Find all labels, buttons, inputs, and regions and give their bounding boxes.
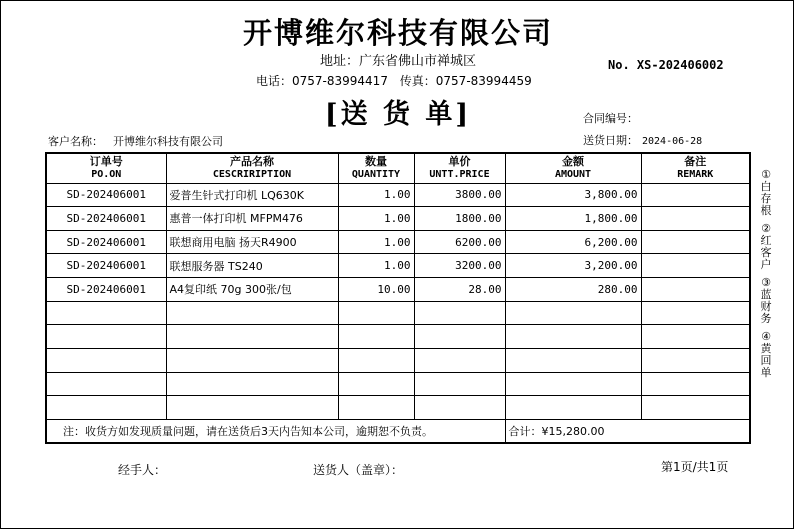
empty-cell <box>46 396 166 420</box>
total-amount: 合计：¥15,280.00 <box>505 419 750 443</box>
copy-number: ④ <box>761 330 771 343</box>
empty-cell <box>338 372 414 396</box>
copy-blue <box>757 277 775 325</box>
empty-row <box>46 301 750 325</box>
empty-cell <box>338 348 414 372</box>
empty-cell <box>641 301 750 325</box>
empty-cell <box>46 301 166 325</box>
empty-cell <box>414 301 505 325</box>
delivery-date-label: 送货日期： <box>583 134 638 147</box>
header-description-en: CESCRIRIPTION <box>212 169 292 181</box>
header-description-cn: 产品名称 <box>230 155 274 169</box>
cell-description: 联想服务器 TS240 <box>166 254 338 278</box>
items-table <box>45 152 751 444</box>
cell-amount: 3,200.00 <box>505 254 641 278</box>
handler-label: 经手人： <box>118 463 167 477</box>
cell-description: 联想商用电脑 扬天R4900 <box>166 230 338 254</box>
cell-quantity: 1.00 <box>338 254 414 278</box>
empty-cell <box>641 396 750 420</box>
cell-amount: 1,800.00 <box>505 207 641 231</box>
copy-number: ① <box>761 168 771 181</box>
document-title: [送 货 单] <box>324 99 472 130</box>
empty-cell <box>338 396 414 420</box>
cell-remark <box>641 207 750 231</box>
company-name: 开博维尔科技有限公司 <box>242 16 553 50</box>
cell-remark <box>641 183 750 207</box>
empty-cell <box>641 348 750 372</box>
header-po <box>46 153 166 183</box>
empty-cell <box>338 301 414 325</box>
empty-cell <box>505 325 641 349</box>
table-row <box>46 254 750 278</box>
empty-cell <box>641 372 750 396</box>
document-number: No. XS-202406002 <box>608 58 724 72</box>
empty-cell <box>46 348 166 372</box>
empty-cell <box>414 396 505 420</box>
empty-cell <box>166 396 338 420</box>
empty-cell <box>505 372 641 396</box>
customer-label: 客户名称： <box>48 135 103 148</box>
empty-cell <box>505 396 641 420</box>
cell-remark <box>641 278 750 302</box>
header-quantity-cn: 数量 <box>365 155 387 169</box>
empty-cell <box>46 325 166 349</box>
customer-line <box>48 133 223 149</box>
cell-quantity: 1.00 <box>338 230 414 254</box>
footer-row <box>46 419 750 443</box>
header-quantity-en: QUANTITY <box>351 169 401 181</box>
empty-row <box>46 325 750 349</box>
empty-cell <box>166 325 338 349</box>
header-amount <box>505 153 641 183</box>
empty-cell <box>414 325 505 349</box>
copy-yellow <box>757 331 775 379</box>
cell-po: SD-202406001 <box>46 230 166 254</box>
cell-unit-price: 28.00 <box>414 278 505 302</box>
note-text: 注：收货方如发现质量问题，请在送货后3天内告知本公司，逾期恕不负责。 <box>46 419 505 443</box>
cell-description: 惠普一体打印机 MFPM476 <box>166 207 338 231</box>
copy-text: 红客户 <box>760 234 772 271</box>
table-row <box>46 207 750 231</box>
empty-cell <box>166 301 338 325</box>
header-unit-price-cn: 单价 <box>448 155 471 169</box>
cell-amount: 280.00 <box>505 278 641 302</box>
contact-line <box>256 72 540 89</box>
cell-quantity: 10.00 <box>338 278 414 302</box>
delivery-date-line <box>583 132 702 148</box>
header-remark-cn: 备注 <box>684 155 707 169</box>
cell-unit-price: 3800.00 <box>414 183 505 207</box>
header-remark <box>641 153 750 183</box>
cell-remark <box>641 254 750 278</box>
empty-cell <box>338 325 414 349</box>
header-remark-en: REMARK <box>677 169 714 181</box>
cell-description: A4复印纸 70g 300张/包 <box>166 278 338 302</box>
table-row <box>46 278 750 302</box>
contract-number-label: 合同编号： <box>583 112 638 125</box>
copy-text: 蓝财务 <box>760 288 772 325</box>
copy-number: ③ <box>761 276 771 289</box>
copy-white <box>757 169 775 217</box>
cell-unit-price: 6200.00 <box>414 230 505 254</box>
header-quantity <box>338 153 414 183</box>
copy-number: ② <box>761 222 771 235</box>
phone-text: 电话：0757-83994417 <box>256 74 388 88</box>
copy-text: 黄回单 <box>760 342 772 379</box>
empty-row <box>46 396 750 420</box>
empty-cell <box>505 301 641 325</box>
delivery-date-value: 2024-06-28 <box>642 136 703 147</box>
empty-cell <box>166 372 338 396</box>
empty-cell <box>46 372 166 396</box>
table-header-row <box>46 153 750 183</box>
empty-cell <box>414 372 505 396</box>
table-row <box>46 183 750 207</box>
empty-cell <box>505 348 641 372</box>
cell-amount: 3,800.00 <box>505 183 641 207</box>
empty-row <box>46 348 750 372</box>
company-address: 地址：广东省佛山市禅城区 <box>319 54 476 69</box>
cell-po: SD-202406001 <box>46 278 166 302</box>
fax-text: 传真：0757-83994459 <box>399 74 532 88</box>
customer-value: 开博维尔科技有限公司 <box>113 135 223 148</box>
copy-red <box>757 223 775 271</box>
cell-po: SD-202406001 <box>46 183 166 207</box>
cell-po: SD-202406001 <box>46 207 166 231</box>
header-amount-cn: 金额 <box>562 155 584 169</box>
empty-cell <box>641 325 750 349</box>
empty-cell <box>414 348 505 372</box>
header-amount-en: AMOUNT <box>554 169 592 181</box>
header-unit-price <box>414 153 505 183</box>
copy-text: 白存根 <box>760 180 772 217</box>
cell-remark <box>641 230 750 254</box>
sender-label: 送货人（盖章）： <box>313 463 404 477</box>
header-unit-price-en: UNTT.PRICE <box>429 169 490 181</box>
empty-row <box>46 372 750 396</box>
header-po-cn: 订单号 <box>89 155 123 169</box>
header-description <box>166 153 338 183</box>
page-number: 第1页/共1页 <box>661 460 729 474</box>
cell-po: SD-202406001 <box>46 254 166 278</box>
header-po-en: PO.ON <box>91 169 122 181</box>
cell-description: 爱普生针式打印机 LQ630K <box>166 183 338 207</box>
cell-amount: 6,200.00 <box>505 230 641 254</box>
cell-quantity: 1.00 <box>338 183 414 207</box>
table-row <box>46 230 750 254</box>
cell-quantity: 1.00 <box>338 207 414 231</box>
cell-unit-price: 1800.00 <box>414 207 505 231</box>
cell-unit-price: 3200.00 <box>414 254 505 278</box>
empty-cell <box>166 348 338 372</box>
copy-distribution <box>757 169 775 385</box>
